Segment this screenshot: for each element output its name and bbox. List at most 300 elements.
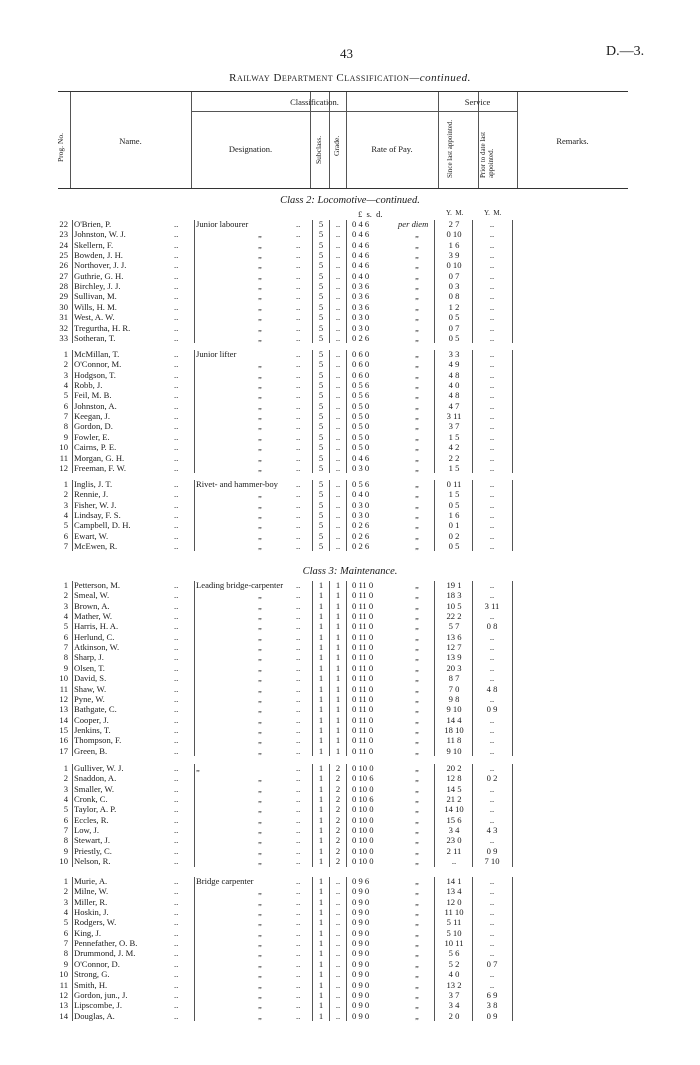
prog-no-cell: 17 — [59, 745, 68, 756]
per-diem-cell: „ — [415, 312, 420, 323]
service-prior-cell: .. — [489, 835, 495, 846]
service-since-cell: 14 5 — [446, 783, 462, 794]
name-cell: Stewart, J. — [74, 835, 111, 846]
per-diem-cell: „ — [415, 541, 420, 552]
per-diem-cell: „ — [415, 714, 420, 725]
grade-cell: 1 — [335, 642, 341, 653]
name-cell: Miller, R. — [74, 896, 108, 907]
table-row — [0, 489, 700, 499]
per-diem-cell: „ — [415, 390, 420, 401]
leader-dots: .. — [296, 662, 301, 673]
name-cell: Ewart, W. — [74, 530, 109, 541]
leader-dots: .. — [296, 979, 301, 990]
service-since-cell: 1 5 — [448, 462, 460, 473]
grade-cell: .. — [335, 927, 341, 938]
prog-no-cell: 28 — [59, 281, 68, 292]
prog-no-cell: 33 — [59, 332, 68, 343]
section-heading-maintenance: Class 3: Maintenance. — [302, 566, 398, 577]
per-diem-cell: „ — [415, 369, 420, 380]
grade-cell: .. — [335, 250, 341, 261]
subclass-cell: 5 — [318, 270, 324, 281]
rate-of-pay-cell: 0 11 0 — [352, 600, 374, 611]
subclass-cell: 1 — [318, 938, 324, 949]
service-prior-cell: .. — [489, 411, 495, 422]
service-since-cell: 13 6 — [446, 631, 462, 642]
per-diem-cell: „ — [415, 411, 420, 422]
leader-dots: .. — [174, 714, 179, 725]
subclass-cell: 1 — [318, 773, 324, 784]
per-diem-cell: „ — [415, 989, 420, 1000]
service-since-cell: 23 0 — [446, 835, 462, 846]
leader-dots: .. — [174, 886, 179, 897]
per-diem-cell: „ — [415, 958, 420, 969]
leader-dots: .. — [174, 652, 179, 663]
name-cell: Taylor, A. P. — [74, 804, 117, 815]
subclass-cell: 5 — [318, 479, 324, 489]
prog-no-cell: 6 — [63, 927, 68, 938]
name-cell: Milne, W. — [74, 886, 109, 897]
per-diem-cell: „ — [415, 239, 420, 250]
service-prior-cell: 0 9 — [486, 845, 498, 856]
service-since-cell: 3 3 — [448, 349, 460, 359]
leader-dots: .. — [174, 621, 179, 632]
prog-no-cell: 9 — [63, 845, 68, 856]
service-since-cell: 0 3 — [448, 281, 460, 292]
designation-ditto: „ — [258, 886, 262, 897]
leader-dots: .. — [296, 948, 301, 959]
leader-dots: .. — [296, 724, 301, 735]
leader-dots: .. — [296, 773, 301, 784]
table-row — [0, 642, 700, 652]
leader-dots: .. — [296, 349, 301, 359]
designation-ditto: „ — [258, 735, 262, 746]
prog-no-cell: 7 — [63, 541, 68, 552]
leader-dots: .. — [174, 673, 179, 684]
designation-ditto: „ — [258, 431, 262, 442]
table-row — [0, 876, 700, 886]
service-since-cell: 21 2 — [446, 794, 462, 805]
leader-dots: .. — [296, 452, 301, 463]
grade-cell: 1 — [335, 631, 341, 642]
designation-ditto: „ — [258, 773, 262, 784]
header-subclass: Subclass. — [314, 135, 323, 164]
service-prior-cell: .. — [489, 652, 495, 663]
prog-no-cell: 10 — [59, 442, 68, 453]
leader-dots: .. — [296, 856, 301, 867]
service-since-cell: 1 6 — [448, 510, 460, 521]
table-row — [0, 746, 700, 756]
leader-dots: .. — [174, 510, 179, 521]
per-diem-cell: „ — [415, 917, 420, 928]
rate-of-pay-cell: 0 3 0 — [352, 510, 370, 521]
name-cell: Gulliver, W. J. — [74, 763, 124, 773]
leader-dots: .. — [296, 1010, 301, 1021]
service-prior-cell: .. — [489, 431, 495, 442]
table-row — [0, 291, 700, 301]
rate-of-pay-cell: 0 10 0 — [352, 845, 374, 856]
grade-cell: .. — [335, 291, 341, 302]
service-since-cell: 20 2 — [446, 763, 462, 773]
table-row — [0, 725, 700, 735]
grade-cell: .. — [335, 301, 341, 312]
grade-cell: 2 — [335, 794, 341, 805]
rate-of-pay-cell: 0 11 0 — [352, 683, 374, 694]
subclass-cell: 5 — [318, 530, 324, 541]
subclass-cell: 1 — [318, 948, 324, 959]
name-cell: Drummond, J. M. — [74, 948, 136, 959]
per-diem-cell: „ — [415, 835, 420, 846]
service-since-cell: 5 6 — [448, 948, 460, 959]
service-since-cell: 8 7 — [448, 673, 460, 684]
leader-dots: .. — [174, 876, 179, 886]
leader-dots: .. — [296, 520, 301, 531]
prog-no-cell: 7 — [63, 642, 68, 653]
grade-cell: .. — [335, 332, 341, 343]
name-cell: Wills, H. M. — [74, 301, 117, 312]
designation-ditto: „ — [258, 301, 262, 312]
leader-dots: .. — [296, 239, 301, 250]
designation-ditto: „ — [258, 281, 262, 292]
leader-dots: .. — [174, 369, 179, 380]
grade-cell: .. — [335, 281, 341, 292]
service-since-cell: 11 8 — [446, 735, 462, 746]
table-row — [0, 784, 700, 794]
rate-of-pay-cell: 0 5 6 — [352, 390, 370, 401]
service-prior-cell: .. — [489, 380, 495, 391]
service-since-cell: 5 10 — [446, 927, 462, 938]
leader-dots: .. — [174, 958, 179, 969]
name-cell: Lindsay, F. S. — [74, 510, 121, 521]
service-since-cell: 4 9 — [448, 359, 460, 370]
prog-no-cell: 2 — [63, 489, 68, 500]
rate-of-pay-cell: 0 9 0 — [352, 917, 370, 928]
designation-ditto: „ — [258, 907, 262, 918]
leader-dots: .. — [296, 835, 301, 846]
table-row — [0, 715, 700, 725]
grade-cell: .. — [335, 479, 341, 489]
service-prior-cell: 0 2 — [486, 773, 498, 784]
name-cell: Murie, A. — [74, 876, 108, 886]
service-since-cell: 14 10 — [444, 804, 464, 815]
designation-ditto: „ — [258, 938, 262, 949]
per-diem-cell: „ — [415, 948, 420, 959]
name-cell: Pyne, W. — [74, 693, 105, 704]
service-since-cell: 10 11 — [444, 938, 464, 949]
service-prior-cell: .. — [489, 693, 495, 704]
service-since-cell: 3 11 — [446, 411, 462, 422]
name-cell: Smith, H. — [74, 979, 108, 990]
name-cell: Green, B. — [74, 745, 108, 756]
leader-dots: .. — [174, 229, 179, 240]
per-diem-cell: „ — [415, 745, 420, 756]
leader-dots: .. — [296, 270, 301, 281]
prog-no-cell: 11 — [59, 979, 68, 990]
service-prior-cell: .. — [489, 462, 495, 473]
grade-cell: .. — [335, 510, 341, 521]
prog-no-cell: 9 — [63, 662, 68, 673]
leader-dots: .. — [296, 479, 301, 489]
grade-cell: .. — [335, 489, 341, 500]
rate-of-pay-cell: 0 9 0 — [352, 1010, 370, 1021]
grade-cell: .. — [335, 312, 341, 323]
grade-cell: 1 — [335, 611, 341, 622]
prog-no-cell: 2 — [63, 359, 68, 370]
table-row — [0, 804, 700, 814]
grade-cell: .. — [335, 979, 341, 990]
service-prior-cell: .. — [489, 332, 495, 343]
service-since-cell: 11 10 — [444, 907, 464, 918]
subclass-cell: 1 — [318, 763, 324, 773]
subclass-cell: 1 — [318, 745, 324, 756]
subclass-cell: 1 — [318, 825, 324, 836]
leader-dots: .. — [296, 621, 301, 632]
leader-dots: .. — [296, 907, 301, 918]
leader-dots: .. — [174, 662, 179, 673]
service-since-cell: 2 11 — [446, 845, 462, 856]
subclass-cell: 5 — [318, 291, 324, 302]
subclass-cell: 1 — [318, 580, 324, 590]
grade-cell: .. — [335, 380, 341, 391]
grade-cell: 1 — [335, 714, 341, 725]
service-prior-cell: .. — [489, 260, 495, 271]
leader-dots: .. — [174, 794, 179, 805]
service-prior-cell: .. — [489, 979, 495, 990]
service-since-cell: 3 9 — [448, 250, 460, 261]
leader-dots: .. — [296, 250, 301, 261]
grade-cell: .. — [335, 442, 341, 453]
designation-ditto: „ — [258, 662, 262, 673]
page-title-suffix: —continued. — [409, 72, 471, 84]
prog-no-cell: 2 — [63, 590, 68, 601]
name-cell: Priestly, C. — [74, 845, 112, 856]
designation-ditto: „ — [258, 693, 262, 704]
subclass-cell: 1 — [318, 621, 324, 632]
prog-no-cell: 6 — [63, 814, 68, 825]
table-row — [0, 432, 700, 442]
grade-cell: 1 — [335, 673, 341, 684]
name-cell: Fowler, E. — [74, 431, 110, 442]
designation-ditto: „ — [258, 510, 262, 521]
subclass-cell: 5 — [318, 260, 324, 271]
table-row — [0, 907, 700, 917]
leader-dots: .. — [174, 452, 179, 463]
table-row — [0, 601, 700, 611]
rate-of-pay-cell: 0 11 0 — [352, 611, 374, 622]
subclass-cell: 5 — [318, 312, 324, 323]
prog-no-cell: 8 — [63, 948, 68, 959]
table-row — [0, 401, 700, 411]
rate-of-pay-cell: 0 10 0 — [352, 856, 374, 867]
per-diem-cell: „ — [415, 520, 420, 531]
rate-of-pay-cell: 0 10 0 — [352, 804, 374, 815]
header-rate-of-pay: Rate of Pay. — [371, 144, 413, 154]
table-row — [0, 673, 700, 683]
per-diem-cell: „ — [415, 1000, 420, 1011]
service-prior-cell: 4 3 — [486, 825, 498, 836]
leader-dots: .. — [174, 600, 179, 611]
designation-ditto: „ — [258, 250, 262, 261]
grade-cell: 1 — [335, 621, 341, 632]
rate-of-pay-cell: 0 5 0 — [352, 431, 370, 442]
designation-ditto: „ — [258, 683, 262, 694]
prog-no-cell: 30 — [59, 301, 68, 312]
service-since-cell: 15 6 — [446, 814, 462, 825]
service-prior-cell: .. — [489, 442, 495, 453]
leader-dots: .. — [174, 735, 179, 746]
per-diem-cell: „ — [415, 735, 420, 746]
grade-cell: .. — [335, 958, 341, 969]
per-diem-cell: „ — [415, 907, 420, 918]
rate-of-pay-cell: 0 4 6 — [352, 250, 370, 261]
rate-of-pay-cell: 0 3 0 — [352, 499, 370, 510]
leader-dots: .. — [174, 917, 179, 928]
leader-dots: .. — [174, 825, 179, 836]
table-row — [0, 271, 700, 281]
per-diem-cell: „ — [415, 442, 420, 453]
per-diem-cell: „ — [415, 301, 420, 312]
table-row — [0, 928, 700, 938]
service-since-cell: 3 4 — [448, 1000, 460, 1011]
designation-ditto: „ — [258, 239, 262, 250]
subclass-cell: 1 — [318, 896, 324, 907]
grade-cell: 2 — [335, 783, 341, 794]
per-diem-cell: „ — [415, 794, 420, 805]
leader-dots: .. — [296, 421, 301, 432]
service-since-cell: 1 5 — [448, 489, 460, 500]
designation-ditto: „ — [258, 590, 262, 601]
service-prior-cell: .. — [489, 400, 495, 411]
prog-no-cell: 2 — [63, 773, 68, 784]
rate-of-pay-cell: 0 11 0 — [352, 735, 374, 746]
service-prior-cell: 0 7 — [486, 958, 498, 969]
service-since-cell: 9 10 — [446, 745, 462, 756]
subclass-cell: 1 — [318, 794, 324, 805]
name-cell: Tregurtha, H. R. — [74, 322, 131, 333]
leader-dots: .. — [296, 541, 301, 552]
leader-dots: .. — [296, 510, 301, 521]
leader-dots: .. — [174, 462, 179, 473]
table-row — [0, 773, 700, 783]
table-row — [0, 580, 700, 590]
per-diem-cell: „ — [415, 229, 420, 240]
header-grade: Grade. — [332, 135, 341, 156]
table-row — [0, 229, 700, 239]
leader-dots: .. — [296, 735, 301, 746]
name-cell: Bathgate, C. — [74, 704, 117, 715]
designation-cell: „ — [196, 763, 200, 773]
service-prior-cell: .. — [489, 783, 495, 794]
rate-of-pay-cell: 0 4 0 — [352, 270, 370, 281]
service-since-cell: 0 1 — [448, 520, 460, 531]
table-row — [0, 453, 700, 463]
service-prior-cell: .. — [489, 662, 495, 673]
prog-no-cell: 1 — [63, 349, 68, 359]
per-diem-cell: „ — [415, 479, 420, 489]
leader-dots: .. — [296, 312, 301, 323]
per-diem-cell: „ — [415, 1010, 420, 1021]
service-prior-cell: .. — [489, 631, 495, 642]
rate-of-pay-cell: 0 10 0 — [352, 763, 374, 773]
table-row — [0, 359, 700, 369]
service-since-cell: 4 0 — [448, 969, 460, 980]
table-row — [0, 621, 700, 631]
subclass-cell: 1 — [318, 979, 324, 990]
designation-cell: Junior labourer — [196, 219, 249, 229]
name-cell: Thompson, F. — [74, 735, 122, 746]
designation-ditto: „ — [258, 896, 262, 907]
leader-dots: .. — [174, 590, 179, 601]
per-diem-cell: per diem — [398, 219, 429, 229]
designation-ditto: „ — [258, 642, 262, 653]
per-diem-cell: „ — [415, 260, 420, 271]
leader-dots: .. — [174, 938, 179, 949]
grade-cell: 1 — [335, 662, 341, 673]
rate-of-pay-cell: 0 11 0 — [352, 673, 374, 684]
table-row — [0, 980, 700, 990]
name-cell: Sullivan, M. — [74, 291, 117, 302]
rate-of-pay-cell: 0 5 0 — [352, 421, 370, 432]
table-row — [0, 886, 700, 896]
grade-cell: .. — [335, 239, 341, 250]
per-diem-cell: „ — [415, 763, 420, 773]
prog-no-cell: 3 — [63, 600, 68, 611]
designation-ditto: „ — [258, 856, 262, 867]
grade-cell: 1 — [335, 580, 341, 590]
leader-dots: .. — [296, 693, 301, 704]
designation-ditto: „ — [258, 400, 262, 411]
leader-dots: .. — [296, 896, 301, 907]
leader-dots: .. — [296, 411, 301, 422]
rate-of-pay-cell: 0 11 0 — [352, 580, 374, 590]
subclass-cell: 5 — [318, 322, 324, 333]
subclass-cell: 1 — [318, 907, 324, 918]
grade-cell: 1 — [335, 735, 341, 746]
rate-of-pay-cell: 0 9 0 — [352, 948, 370, 959]
table-row — [0, 442, 700, 452]
table-row — [0, 735, 700, 745]
name-cell: Hodgson, T. — [74, 369, 116, 380]
name-cell: Shaw, W. — [74, 683, 107, 694]
leader-dots: .. — [174, 270, 179, 281]
service-prior-cell: .. — [489, 590, 495, 601]
rate-of-pay-cell: 0 11 0 — [352, 662, 374, 673]
table-row — [0, 1000, 700, 1010]
grade-cell: 1 — [335, 600, 341, 611]
section-heading-locomotive: Class 2: Locomotive—continued. — [280, 195, 420, 206]
subclass-cell: 1 — [318, 845, 324, 856]
rate-of-pay-cell: 0 3 6 — [352, 291, 370, 302]
service-prior-cell: .. — [489, 219, 495, 229]
rate-of-pay-cell: 0 6 0 — [352, 349, 370, 359]
rate-of-pay-cell: 0 9 0 — [352, 979, 370, 990]
table-row — [0, 835, 700, 845]
rate-of-pay-cell: 0 9 0 — [352, 896, 370, 907]
leader-dots: .. — [296, 530, 301, 541]
rate-of-pay-cell: 0 2 6 — [352, 520, 370, 531]
service-prior-cell: .. — [489, 349, 495, 359]
name-cell: Morgan, G. H. — [74, 452, 125, 463]
service-since-cell: 0 5 — [448, 499, 460, 510]
per-diem-cell: „ — [415, 845, 420, 856]
per-diem-cell: „ — [415, 704, 420, 715]
leader-dots: .. — [296, 431, 301, 442]
service-since-cell: 12 7 — [446, 642, 462, 653]
per-diem-cell: „ — [415, 250, 420, 261]
table-row — [0, 219, 700, 229]
header-classification: Classification. — [290, 97, 339, 107]
grade-cell: .. — [335, 876, 341, 886]
table-row — [0, 959, 700, 969]
